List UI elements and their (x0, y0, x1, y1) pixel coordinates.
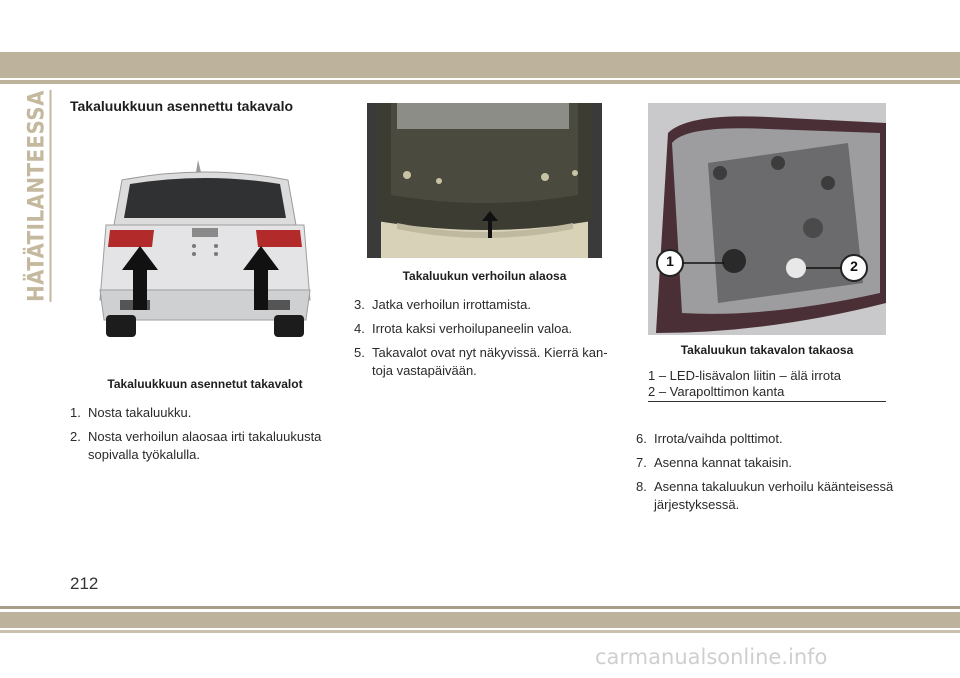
figure-caption-1: Takaluukkuun asennetut takavalot (107, 377, 303, 391)
photo-liftgate-trim (367, 103, 602, 258)
list-item: 8. Asenna takaluukun verhoilu käänteisessä järjestyksessä. (636, 479, 894, 512)
footer-rule (0, 606, 960, 609)
legend-rule (648, 401, 886, 402)
list-item: 2. Nosta verhoilun alaosaa irti takaluukusta sopivalla työkalulla. (70, 429, 322, 462)
steps-list-2 (354, 296, 616, 386)
callout-1: 1 (666, 253, 674, 269)
header-rule (0, 80, 960, 84)
legend-item: 2 – Varapolttimon kanta (648, 384, 785, 399)
list-item: 4. Irrota kaksi verhoilupaneelin valoa. (354, 321, 573, 336)
figure-caption-3: Takaluukun takavalon takaosa (680, 343, 854, 357)
page-number: 212 (70, 574, 99, 593)
callout-legend (648, 368, 886, 400)
list-item: 6. Irrota/vaihda polttimot. (636, 431, 783, 446)
list-item: 5. Takavalot ovat nyt näkyvissä. Kierrä kan-toja vastapäivään. (354, 345, 608, 378)
photo-suv-rear (70, 150, 340, 370)
section-tab (24, 90, 52, 302)
header-band (0, 52, 960, 78)
list-item: 1. Nosta takaluukku. (70, 405, 192, 420)
list-item: 3. Jatka verhoilun irrottamista. (354, 297, 531, 312)
footer-band (0, 612, 960, 628)
photo-taillight-back (648, 103, 886, 335)
steps-list-1 (70, 404, 340, 470)
callout-2: 2 (850, 258, 858, 274)
footer-rule-lower (0, 630, 960, 633)
list-item: 7. Asenna kannat takaisin. (636, 455, 793, 470)
section-heading: Takaluukkuun asennettu takavalo (70, 98, 294, 114)
legend-item: 1 – LED-lisävalon liitin – älä irrota (648, 368, 841, 383)
steps-list-3 (636, 430, 898, 520)
watermark-text: carmanualsonline.info (595, 645, 828, 669)
figure-caption-2: Takaluukun verhoilun alaosa (402, 269, 567, 283)
section-tab-label: HÄTÄTILANTEESSA (24, 90, 50, 302)
